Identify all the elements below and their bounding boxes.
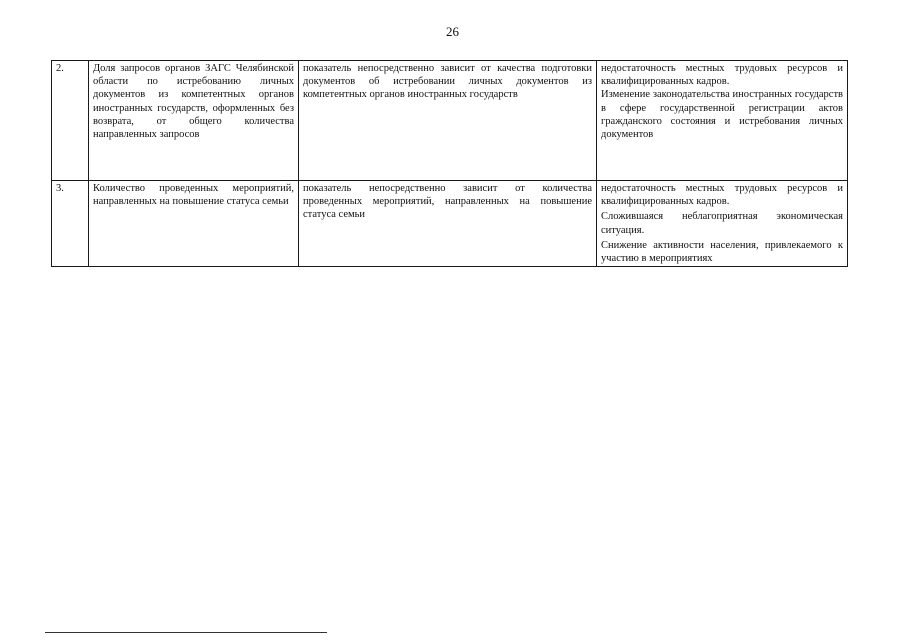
reasons-cell (597, 61, 848, 181)
dependency-cell: показатель непосредственно зависит от качества подготовки документов об истребовании личных документов из компетентных органов иностранных государств (299, 61, 597, 181)
indicator-cell: Доля запросов органов ЗАГС Челябинской области по истребованию личных документов из компетентных органов иностранных государств, оформленных без возврата, от общего количества направленных запросов (89, 61, 299, 181)
indicator-cell: Количество проведенных мероприятий, направленных на повышение статуса семьи (89, 181, 299, 267)
footnote-divider (45, 632, 327, 633)
reasons-cell (597, 181, 848, 267)
indicators-table (51, 60, 848, 267)
reason-text: Изменение законодательства иностранных государств в сфере государственной регистрации актов гражданского состояния и истребования личных документов (601, 89, 843, 141)
dependency-cell: показатель непосредственно зависит от количества проведенных мероприятий, направленных на повышение статуса семьи (299, 181, 597, 267)
reason-text: недостаточность местных трудовых ресурсов и квалифицированных кадров. (601, 63, 843, 88)
page-number: 26 (446, 24, 459, 39)
table-row (52, 181, 848, 267)
row-number-cell: 2. (52, 61, 89, 181)
row-number-cell: 3. (52, 181, 89, 267)
reason-text: Сложившаяся неблагоприятная экономическая ситуация. (601, 211, 843, 236)
reason-text: недостаточность местных трудовых ресурсов и квалифицированных кадров. (601, 183, 843, 208)
reason-text: Снижение активности населения, привлекаемого к участию в мероприятиях (601, 239, 843, 265)
table-row (52, 61, 848, 181)
